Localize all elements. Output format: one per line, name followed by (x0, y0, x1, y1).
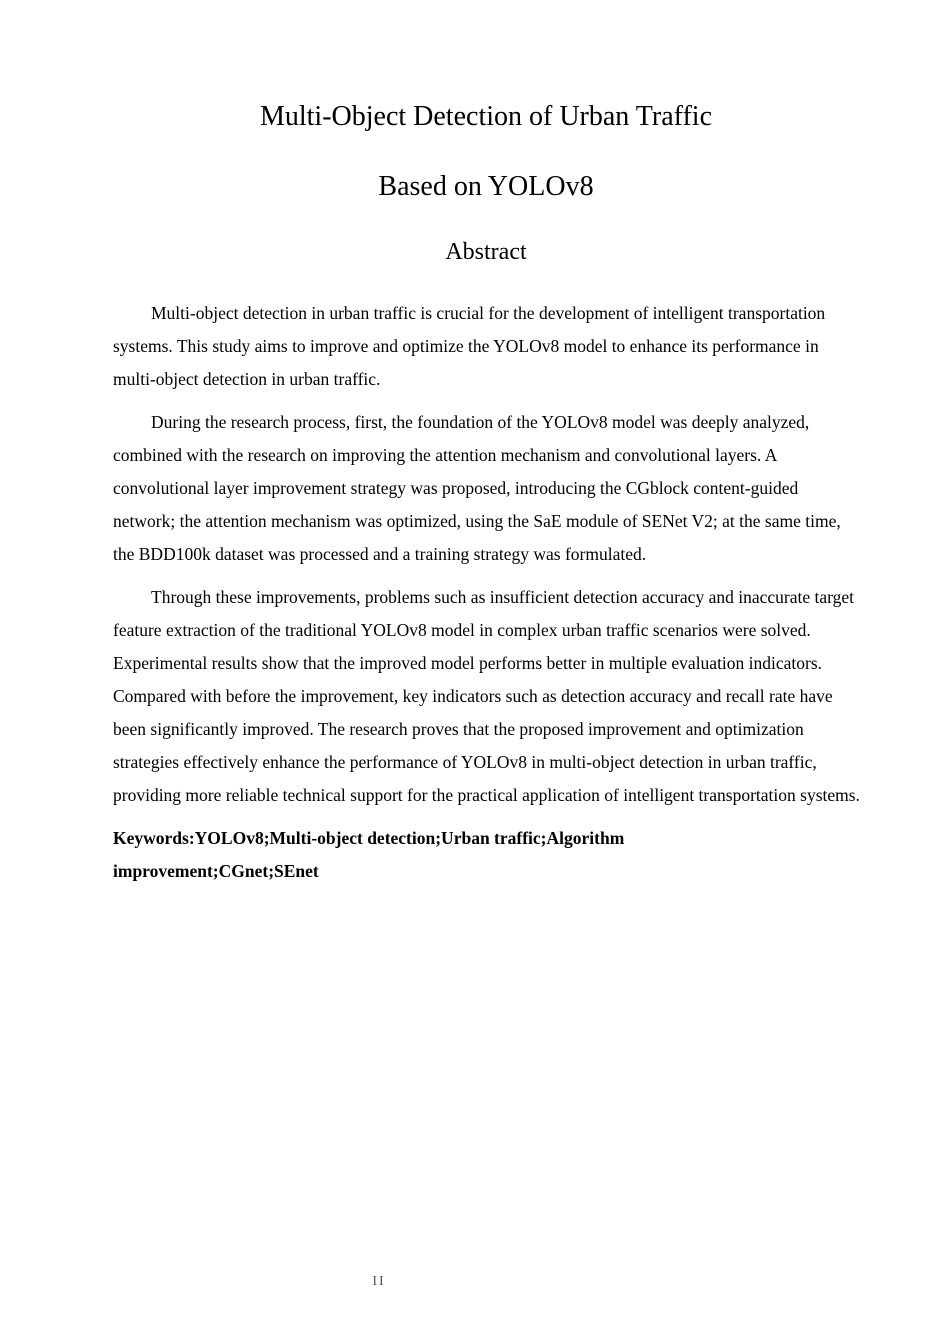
page-number: II (372, 1274, 386, 1289)
title-line-1: Multi-Object Detection of Urban Traffic (259, 101, 713, 132)
abstract-paragraph-1: Multi-object detection in urban traffic is crucial for the development of intelligent transportation systems. This study aims to improve and optimize the YOLOv8 model to enhance its performance in multi-object detection in urban traffic. (113, 303, 826, 389)
abstract-heading: Abstract (445, 239, 527, 265)
abstract-body (113, 297, 861, 888)
abstract-paragraph-3: Through these improvements, problems such as insufficient detection accuracy and inaccurate target feature extraction of the traditional YOLOv8 model in complex urban traffic scenarios were solved. Experimental results show that the improved model performs better in multiple evaluation indicators. Compared with before the improvement, key indicators such as detection accuracy and recall rate have been significantly improved. The research proves that the proposed improvement and optimization strategies effectively enhance the performance of YOLOv8 in multi-object detection in urban traffic, providing more reliable technical support for the practical application of intelligent transportation systems. (113, 587, 860, 805)
title-line-2: Based on YOLOv8 (378, 171, 594, 202)
abstract-paragraph-2: During the research process, first, the foundation of the YOLOv8 model was deeply analyzed, combined with the research on improving the attention mechanism and convolutional layers. A convolutional layer improvement strategy was proposed, introducing the CGblock content-guided network; the attention mechanism was optimized, using the SaE module of SENet V2; at the same time, the BDD100k dataset was processed and a training strategy was formulated. (113, 412, 841, 564)
keywords: Keywords:YOLOv8;Multi-object detection;Urban traffic;Algorithm improvement;CGnet;SEnet (113, 828, 625, 881)
